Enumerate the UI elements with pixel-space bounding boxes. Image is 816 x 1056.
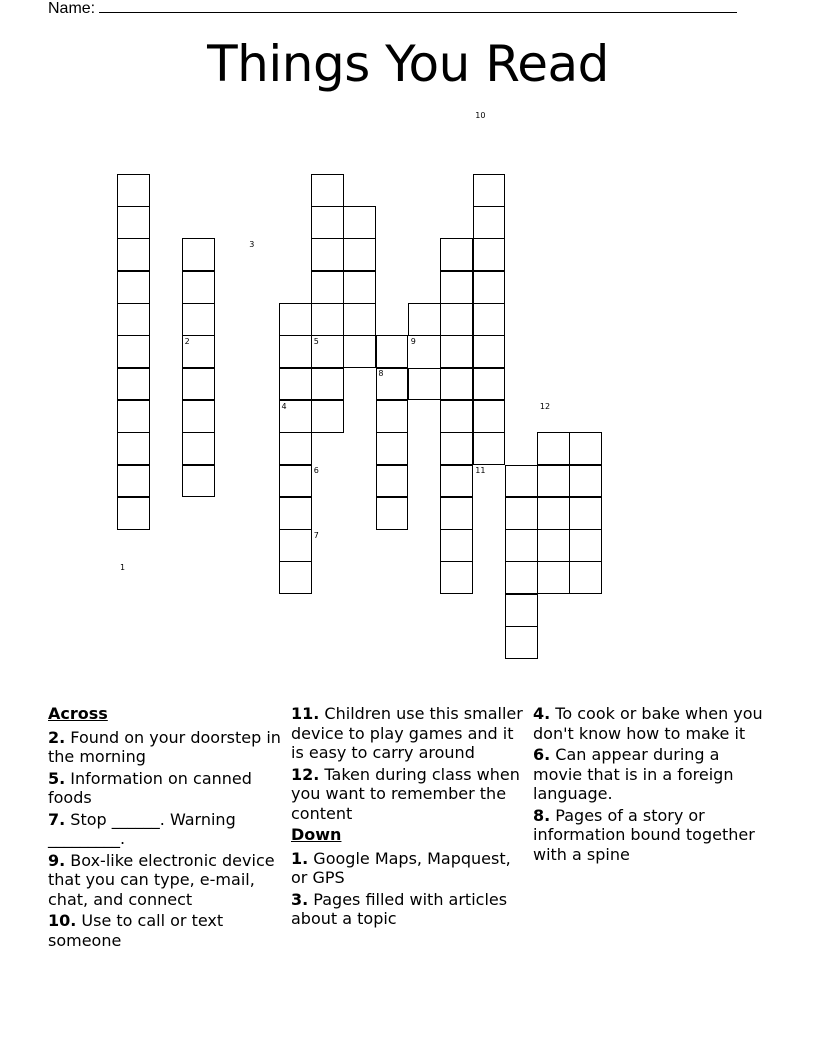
- crossword-cell[interactable]: [505, 497, 538, 530]
- clue-text: Can appear during a movie that is in a foreign language.: [533, 745, 734, 803]
- crossword-cell[interactable]: [117, 465, 150, 498]
- crossword-cell[interactable]: [440, 368, 473, 401]
- crossword-cell[interactable]: [473, 174, 506, 207]
- crossword-cell[interactable]: [279, 303, 312, 336]
- crossword-cell[interactable]: [473, 432, 506, 465]
- clue-number: 1.: [291, 848, 309, 868]
- crossword-cell[interactable]: [440, 432, 473, 465]
- clue-number: 7.: [48, 809, 66, 829]
- crossword-cell[interactable]: [182, 368, 215, 401]
- clue-number: 10.: [48, 911, 77, 930]
- clue-number-label: 5: [313, 337, 319, 347]
- crossword-cell[interactable]: [182, 271, 215, 304]
- clue-text: Information on canned foods: [48, 768, 252, 807]
- page-title: Things You Read: [207, 35, 609, 93]
- crossword-cell[interactable]: [473, 206, 506, 239]
- clue-text: To cook or bake when you don't know how to make it: [533, 704, 763, 743]
- crossword-cell[interactable]: [343, 303, 376, 336]
- clue-number-label: 2: [184, 337, 190, 347]
- crossword-cell[interactable]: [117, 335, 150, 368]
- crossword-cell[interactable]: [182, 335, 215, 368]
- crossword-cell[interactable]: [473, 271, 506, 304]
- crossword-cell[interactable]: [117, 400, 150, 433]
- crossword-cell[interactable]: [569, 432, 602, 465]
- clue-number-label: 1: [120, 563, 126, 573]
- crossword-cell[interactable]: [311, 400, 344, 433]
- crossword-cell[interactable]: [343, 206, 376, 239]
- crossword-cell[interactable]: [569, 529, 602, 562]
- clue-number: 3.: [291, 889, 309, 909]
- crossword-cell[interactable]: [182, 400, 215, 433]
- clue-text: Box-like electronic device that you can type, e-mail, chat, and connect: [48, 850, 275, 909]
- clue-across-11: [291, 704, 526, 763]
- clue-number: 5.: [48, 768, 66, 788]
- crossword-cell[interactable]: [117, 174, 150, 207]
- clue-text: Pages filled with articles about a topic: [291, 889, 508, 928]
- crossword-cell[interactable]: [279, 529, 312, 562]
- crossword-cell[interactable]: [311, 368, 344, 401]
- crossword-cell[interactable]: [311, 303, 344, 336]
- crossword-cell[interactable]: [376, 400, 409, 433]
- crossword-cell[interactable]: [376, 465, 409, 498]
- clue-across-2: [48, 728, 283, 767]
- crossword-cell[interactable]: [440, 335, 473, 368]
- clue-text: Google Maps, Mapquest, or GPS: [291, 848, 511, 887]
- crossword-cell[interactable]: [505, 594, 538, 627]
- crossword-cell[interactable]: [473, 238, 506, 271]
- crossword-cell[interactable]: [117, 368, 150, 401]
- crossword-cell[interactable]: [537, 529, 570, 562]
- crossword-cell[interactable]: [117, 303, 150, 336]
- clue-down-8: [533, 806, 773, 865]
- crossword-cell[interactable]: [537, 432, 570, 465]
- clue-text: Pages of a story or information bound together with a spine: [533, 805, 755, 864]
- clue-across-9: [48, 851, 283, 910]
- clue-text: Stop ______. Warning _________.: [48, 809, 236, 848]
- crossword-cell[interactable]: [182, 303, 215, 336]
- crossword-cell[interactable]: [440, 561, 473, 594]
- clue-number: 6.: [533, 745, 551, 764]
- crossword-cell[interactable]: [569, 561, 602, 594]
- across-heading: Across: [48, 704, 108, 723]
- clue-number: 9.: [48, 850, 66, 870]
- crossword-cell[interactable]: [343, 238, 376, 271]
- clue-number-label: 4: [281, 401, 287, 411]
- crossword-cell[interactable]: [505, 626, 538, 659]
- name-label: Name:: [48, 0, 96, 17]
- crossword-cell[interactable]: [279, 497, 312, 530]
- crossword-cell[interactable]: [505, 561, 538, 594]
- clue-down-3: [291, 890, 526, 929]
- crossword-cell[interactable]: [440, 238, 473, 271]
- crossword-cell[interactable]: [473, 400, 506, 433]
- crossword-cell[interactable]: [569, 497, 602, 530]
- crossword-cell[interactable]: [440, 497, 473, 530]
- clue-across-12: [291, 765, 526, 824]
- clue-down-1: [291, 849, 526, 888]
- crossword-cell[interactable]: [505, 465, 538, 498]
- clue-number-label: 7: [313, 530, 319, 540]
- clue-number-label: 6: [313, 466, 319, 476]
- crossword-cell[interactable]: [376, 497, 409, 530]
- clues-column-2: [291, 704, 526, 931]
- clue-down-6: [533, 745, 773, 804]
- clue-text: Children use this smaller device to play games and it is easy to carry around: [291, 704, 523, 762]
- clue-number-label: 9: [410, 337, 416, 347]
- crossword-cell[interactable]: [505, 529, 538, 562]
- crossword-cell[interactable]: [182, 432, 215, 465]
- clue-across-5: [48, 769, 283, 808]
- crossword-cell[interactable]: [473, 303, 506, 336]
- clue-number-label: 8: [378, 369, 384, 379]
- clues-column-1: [48, 704, 283, 952]
- crossword-cell[interactable]: [182, 238, 215, 271]
- clue-text: Use to call or text someone: [48, 911, 224, 950]
- crossword-cell[interactable]: [537, 497, 570, 530]
- crossword-cell[interactable]: [117, 432, 150, 465]
- crossword-cell[interactable]: [376, 335, 409, 368]
- clue-number: 8.: [533, 805, 551, 825]
- crossword-cell[interactable]: [279, 400, 312, 433]
- crossword-cell[interactable]: [569, 465, 602, 498]
- crossword-cell[interactable]: [279, 368, 312, 401]
- clue-number-label: 10: [475, 111, 486, 120]
- crossword-cell[interactable]: [473, 368, 506, 401]
- clue-number: 11.: [291, 704, 320, 723]
- crossword-cell[interactable]: [117, 238, 150, 271]
- crossword-cell[interactable]: [182, 465, 215, 498]
- crossword-cell[interactable]: [440, 271, 473, 304]
- crossword-cell[interactable]: [279, 561, 312, 594]
- crossword-cell[interactable]: [343, 271, 376, 304]
- crossword-cell[interactable]: [279, 465, 312, 498]
- crossword-cell[interactable]: [117, 206, 150, 239]
- crossword-cell[interactable]: [376, 368, 409, 401]
- crossword-cell[interactable]: [311, 206, 344, 239]
- crossword-cell[interactable]: [473, 335, 506, 368]
- crossword-cell[interactable]: [537, 465, 570, 498]
- crossword-cell[interactable]: [343, 335, 376, 368]
- crossword-cell[interactable]: [376, 432, 409, 465]
- crossword-cell[interactable]: [440, 400, 473, 433]
- crossword-cell[interactable]: [440, 303, 473, 336]
- clue-across-10: [48, 911, 283, 950]
- crossword-cell[interactable]: [311, 174, 344, 207]
- crossword-cell[interactable]: [440, 465, 473, 498]
- clue-number-label: 12: [539, 401, 551, 411]
- crossword-cell[interactable]: [311, 238, 344, 271]
- clue-number-label: 11: [475, 466, 486, 476]
- clue-number: 2.: [48, 727, 66, 747]
- crossword-cell[interactable]: [117, 497, 150, 530]
- clue-number-label: 3: [249, 240, 255, 250]
- clue-text: Taken during class when you want to remember the content: [291, 764, 520, 823]
- clue-number: 12.: [291, 764, 320, 784]
- crossword-cell[interactable]: [311, 335, 344, 368]
- crossword-cell[interactable]: [408, 303, 441, 336]
- clues-column-3: [533, 704, 773, 866]
- crossword-cell[interactable]: [279, 335, 312, 368]
- clue-number: 4.: [533, 704, 551, 723]
- crossword-cell[interactable]: [408, 368, 441, 401]
- down-heading: Down: [291, 825, 342, 844]
- crossword-cell[interactable]: [440, 529, 473, 562]
- crossword-cell[interactable]: [279, 432, 312, 465]
- crossword-cell[interactable]: [117, 271, 150, 304]
- crossword-cell[interactable]: [311, 271, 344, 304]
- clue-down-4: [533, 704, 773, 743]
- clue-across-7: [48, 810, 283, 849]
- clue-text: Found on your doorstep in the morning: [48, 727, 281, 766]
- crossword-cell[interactable]: [537, 561, 570, 594]
